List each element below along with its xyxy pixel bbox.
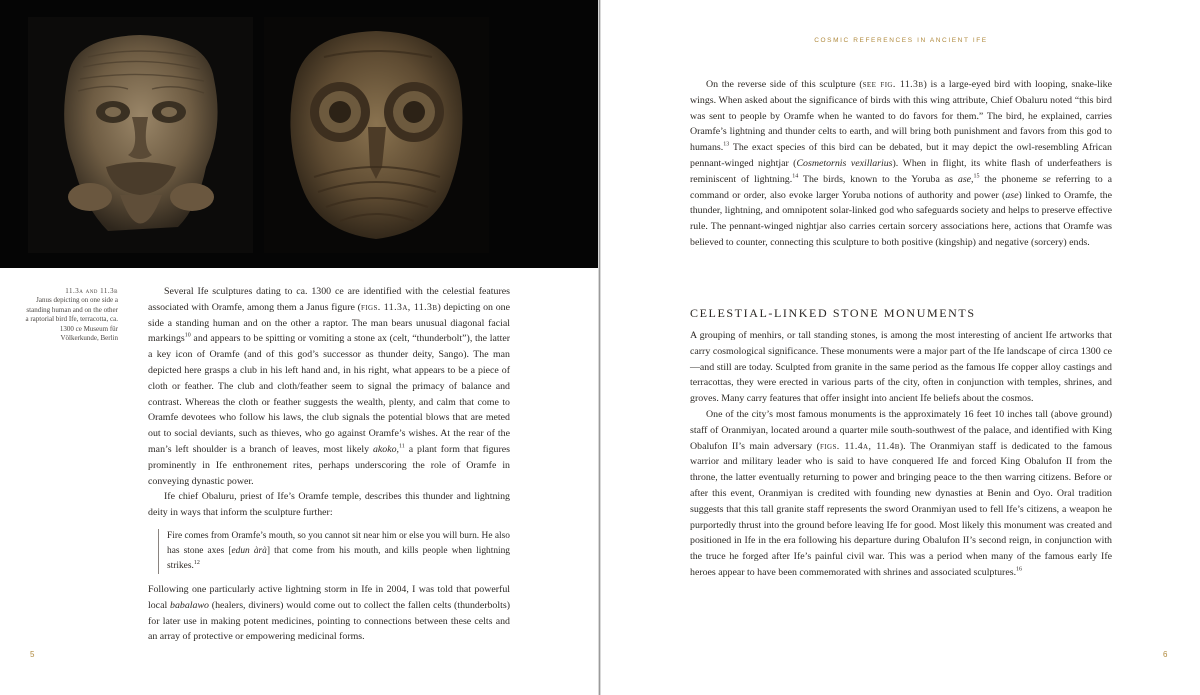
figure-caption: [24, 287, 118, 343]
footnote-ref: 11: [399, 443, 405, 450]
right-body-column-bottom: [690, 328, 1112, 581]
paragraph: On the reverse side of this sculpture (see fig. 11.3b) is a large-eyed bird with looping, snake-like wings. When asked about the significance of birds with this wing attribute, Chief Obaluru noted “this bird was sent to people by Oramfe when he wanted to do favors for them.” The bird, he explained, carries Oramfe’s lightning and thunder celts to earth, and will bring both punishment and favors from this god to humans.$^{13}$ The exact species of this bird can be debated, but it may depict the owl-resembling African pennant-winged nightjar (Cosmetornis vexillarius). When in flight, its white flash of underfeathers is reminiscent of lightning.$^{14}$ The birds, known to the Yoruba as ase,$^{15}$ the phoneme se referring to a command or order, also evoke larger Yoruba notions of authority and power (ase) linked to Oramfe, the thunder, lightning, and omnipotent solar-linked god who safeguards society and helps to preserve effective rule. The pennant-winged nightjar also carries certain sorcery associations here, actions that Oramfe was believed to counter, connecting this sculpture to both positive (kingship) and negative (sorcery) ends.: [690, 79, 1113, 248]
janus-raptor-face-photo: [264, 17, 489, 253]
paragraph: Several Ife sculptures dating to ca. 1300 ce are identified with the celestial features associated with Oramfe, among them a Janus figure (figs. 11.3a, 11.3b) depicting on one side a standing human and on the other a raptor. The man bears unusual diagonal facial markings$^{10}$ and appears to be spitting or vomiting a stone ax (celt, “thunderbolt”), the latter a key icon of Oramfe (and of this god’s successor as thunder deity, Sango). The man depicted here grasps a club in his left hand and, in his right, what appears to be a piece of cloth or feather. The club and cloth/feather seem to signal the primacy of balance and contrast. Whereas the cloth or feather suggests the wealth, plenty, and calm that come to Oramfe devotees who follow his laws, the club signals the potential blows that are meted out to social deviants, such as thieves, who go against Oramfe’s wishes. At the rear of the man’s left shoulder is a branch of leaves, most likely akoko,$^{11}$ a plant form that figures prominently in Ife enthronement rites, perhaps underscoring the role of Oramfe in conveying dynastic power.: [148, 286, 511, 487]
footnote-ref: 15: [973, 173, 980, 180]
paragraph: A grouping of menhirs, or tall standing stones, is among the most interesting of ancient Ife artworks that carry cosmological significance. These monuments were a major part of the Ife landscape of circa 1300 ce—and still are today. Sculpted from granite in the same period as the famous Ife copper alloy castings and terracottas, they were erected in various parts of the city, often in conjunction with temples, shrines, and groves. Many carry features that offer insight into ancient Ife beliefs about the cosmos.: [690, 330, 1112, 405]
paragraph: Ife chief Obaluru, priest of Ife’s Oramfe temple, describes this thunder and lightning deity in ways that inform the sculpture further:: [148, 491, 510, 519]
photo-band: [0, 0, 598, 268]
paragraph: Following one particularly active lightning storm in Ife in 2004, I was told that powerful local babalawo (healers, diviners) would come out to collect the fallen celts (thunderbolts) for later use in making potent medicines, pointing to connections between these celts and an array of protective or empowering medicinal forms.: [148, 583, 510, 643]
left-page: [0, 0, 598, 695]
page-number-right: 6: [1163, 650, 1168, 659]
janus-human-face-photo: [28, 17, 253, 253]
figure-reference: see fig. 11.3b: [862, 79, 924, 90]
caption-text: Janus depicting on one side a standing human and on the other a raptorial bird Ife, terracotta, ca. 1300 ce Museum für Völkerkunde, Berlin: [25, 296, 118, 343]
footnote-ref: 14: [792, 173, 799, 180]
caption-figure-id: 11.3a and 11.3b: [65, 287, 118, 295]
figure-reference: figs. 11.3a, 11.3b: [360, 301, 438, 313]
block-quote: Fire comes from Oramfe’s mouth, so you cannot sit near him or else you will burn. He also has stone axes [edun àrà] that come from his mouth, and kills people when lightning strikes.$^{12}$: [158, 529, 510, 574]
footnote-ref: 12: [193, 559, 200, 566]
footnote-ref: 16: [1016, 566, 1023, 573]
page-number-left: 5: [30, 650, 35, 659]
footnote-ref: 10: [184, 333, 191, 340]
right-page: [601, 0, 1200, 695]
running-head: COSMIC REFERENCES IN ANCIENT IFE: [814, 37, 988, 44]
right-body-column-top: [690, 77, 1112, 251]
paragraph: One of the city’s most famous monuments is the approximately 16 feet 10 inches tall (above ground) staff of Oranmiyan, located around a quarter mile south-southwest of the palace, and identified with King Obalufon II’s main adversary (figs. 11.4a, 11.4b). The Oranmiyan staff is dedicated to the famous warrior and military leader who is said to have conquered Ife and forced King Obalufon II from the throne, the latter eventually returning to power and bringing peace to the then warring citizens. Before or after this event, Oranmiyan is credited with founding new dynasties at Benin and Oyo. Oral tradition suggests that this tall granite staff represents the sword Oranmiyan used to fell Ife’s citizens, a weapon he purportedly thrust into the ground before leaving Ife for good. Most likely this monument was created and positioned in Ife in the era following his departure during Obalufon II’s second reign, in conjunction with the truce he forged after Ife’s painful civil war. This was a period when many of the famous early Ife heroes appear to have been commemorated with shrines and associated sculptures.$^{16}$: [690, 408, 1112, 578]
section-heading: CELESTIAL-LINKED STONE MONUMENTS: [690, 306, 976, 320]
figure-reference: figs. 11.4a, 11.4b: [819, 440, 900, 452]
footnote-ref: 13: [723, 141, 730, 148]
left-body-column: [148, 284, 510, 645]
